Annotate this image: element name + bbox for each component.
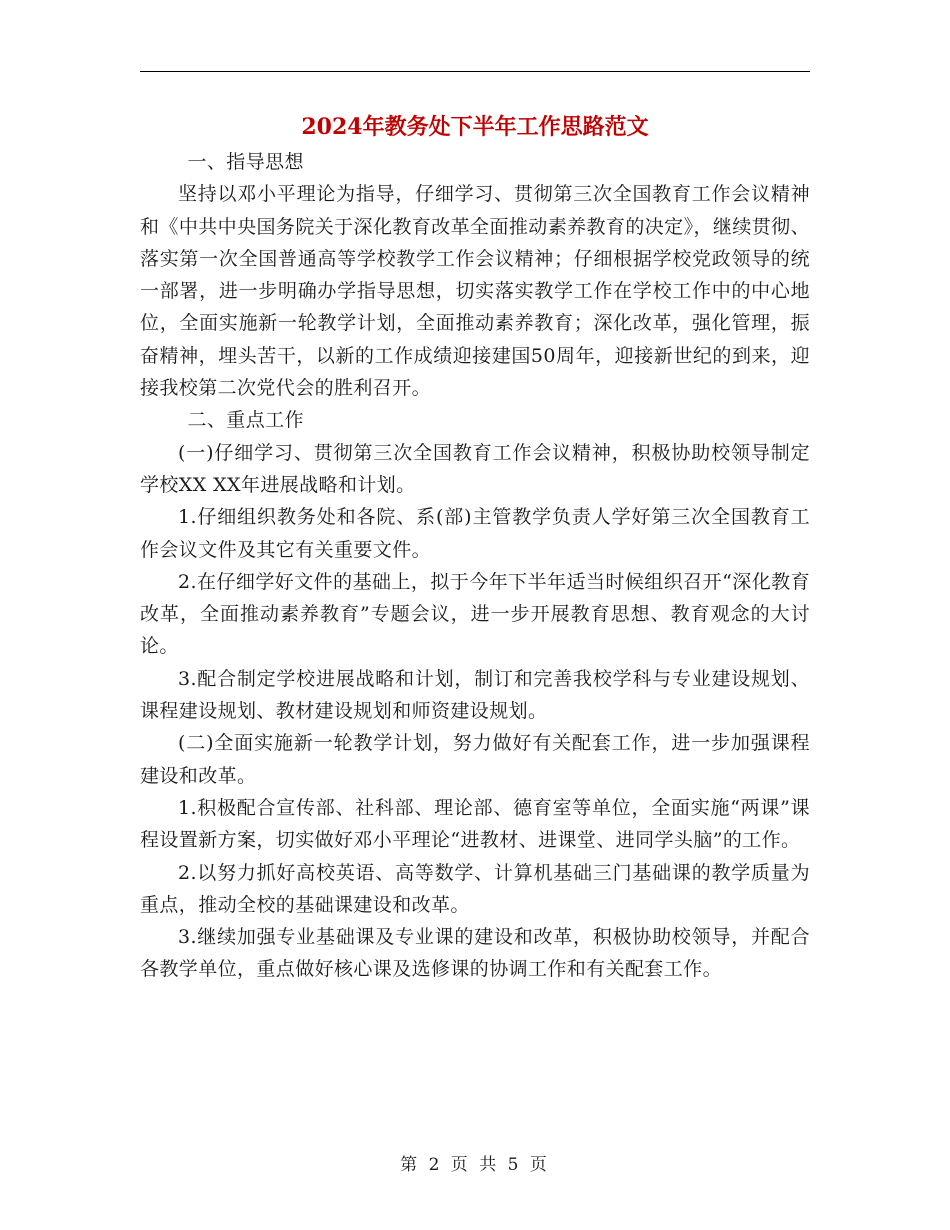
body-paragraph: 1.仔细组织教务处和各院、系(部)主管教学负责人学好第三次全国教育工作会议文件及其它有关重要文件。 [140, 506, 810, 561]
page-number: 第 2 页 共 5 页 [400, 1155, 550, 1175]
body-paragraph: 2.在仔细学好文件的基础上，拟于今年下半年适当时候组织召开“深化教育改革，全面推动素养教育”专题会议，进一步开展教育思想、教育观念的大讨论。 [140, 570, 810, 658]
document-title: 2024年教务处下半年工作思路范文 [301, 114, 649, 140]
header-rule [140, 71, 810, 72]
body-paragraph: 坚持以邓小平理论为指导，仔细学习、贯彻第三次全国教育工作会议精神和《中共中央国务院关于深化教育改革全面推动素养教育的决定》，继续贯彻、落实第一次全国普通高等学校教学工作会议精神；仔细根据学校党政领导的统一部署，进一步明确办学指导思想，切实落实教学工作在学校工作中的中心地位，全面实施新一轮教学计划，全面推动素养教育；深化改革，强化管理，振奋精神，埋头苦干，以新的工作成绩迎接建国50周年，迎接新世纪的到来，迎接我校第二次党代会的胜利召开。 [140, 183, 810, 400]
body-paragraph: 3.继续加强专业基础课及专业课的建设和改革，积极协助校领导，并配合各教学单位，重点做好核心课及选修课的协调工作和有关配套工作。 [140, 926, 810, 981]
body-paragraph: 2.以努力抓好高校英语、高等数学、计算机基础三门基础课的教学质量为重点，推动全校的基础课建设和改革。 [140, 861, 810, 916]
section-heading: 一、指导思想 [187, 151, 304, 173]
body-paragraph: 1.积极配合宣传部、社科部、理论部、德育室等单位，全面实施“两课”课程设置新方案，切实做好邓小平理论“进教材、进课堂、进同学头脑”的工作。 [140, 796, 810, 852]
body-paragraph: 3.配合制定学校进展战略和计划，制订和完善我校学科与专业建设规划、课程建设规划、教材建设规划和师资建设规划。 [140, 667, 810, 723]
body-paragraph: (一)仔细学习、贯彻第三次全国教育工作会议精神，积极协助校领导制定学校XX XX年进展战略和计划。 [140, 441, 810, 496]
document-body [140, 146, 810, 986]
section-heading: 二、重点工作 [187, 409, 304, 432]
body-paragraph: (二)全面实施新一轮教学计划，努力做好有关配套工作，进一步加强课程建设和改革。 [140, 732, 810, 787]
